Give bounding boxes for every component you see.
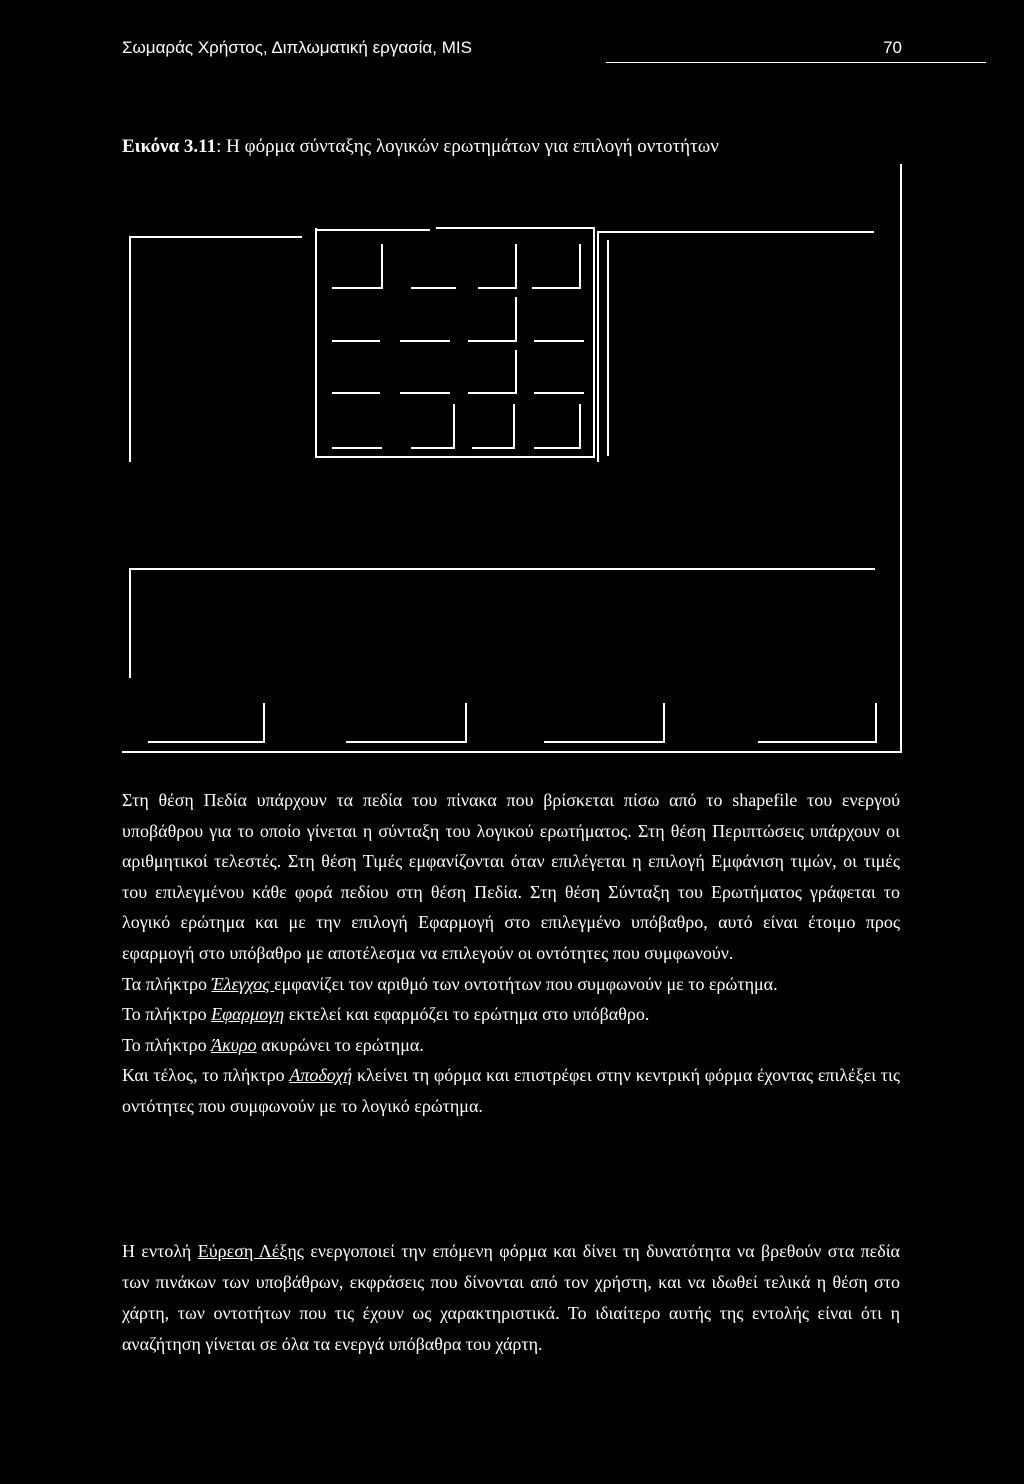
query-textarea-outline <box>130 569 875 678</box>
fields-panel-outline <box>130 237 302 462</box>
body-section-2 <box>122 1236 900 1360</box>
op-btn-1 <box>332 244 382 288</box>
figure-caption-label: Εικόνα 3.11 <box>122 136 217 157</box>
button-apply <box>346 703 466 742</box>
paragraph-find-word: Η εντολή Εύρεση Λέξης ενεργοποιεί την επόμενη φόρμα και δίνει τη δυνατότητα να βρεθούν στα πεδία των πινάκων των υποβάθρων, εκφράσεις που δίνονται από τον χρήστη, και να ιδωθεί τελικά η θέση στο χάρτη, των οντοτήτων που τις έχουν ως χαρακτηριστικά. Το ιδιαίτερο αυτής της εντολής είναι ότι η αναζήτηση γίνεται σε όλα τα ενεργά υπόβαθρα του χάρτη. <box>122 1241 900 1354</box>
button-accept <box>758 703 876 742</box>
paragraph-accept-button: Και τέλος, το πλήκτρο Αποδοχή κλείνει τη φόρμα και επιστρέφει στην κεντρική φόρμα έχοντας επιλέξει τις οντότητες που συμφωνούν με το λογικό ερώτημα. <box>122 1065 900 1116</box>
check-button-ref: Έλεγχος <box>211 973 275 994</box>
op-btn-4 <box>532 244 580 288</box>
paragraph-check-button: Τα πλήκτρο Έλεγχος εμφανίζει τον αριθμό των οντοτήτων που συμφωνούν με το ερώτημα. <box>122 973 778 994</box>
op-btn-3 <box>478 244 516 288</box>
paragraph-apply-button: Το πλήκτρο Εφαρμογη εκτελεί και εφαρμόζει το ερώτημα στο υπόβαθρο. <box>122 1004 650 1025</box>
find-word-command-ref: Εύρεση Λέξης <box>197 1241 304 1261</box>
cancel-button-ref: Άκυρο <box>211 1034 257 1055</box>
op-btn-11 <box>468 350 516 393</box>
page-number: 70 <box>883 38 902 57</box>
op-btn-7 <box>468 297 516 341</box>
values-panel-outline <box>598 232 874 462</box>
running-title: Σωμαράς Χρήστος, Διπλωματική εργασία, MIS <box>122 38 472 57</box>
op-btn-16 <box>534 404 580 448</box>
op-btn-14 <box>411 404 454 448</box>
button-cancel <box>544 703 664 742</box>
accept-button-ref: Αποδοχή <box>289 1065 353 1086</box>
op-btn-15 <box>472 404 514 448</box>
body-section-1 <box>122 785 900 1122</box>
figure-caption-text: : Η φόρμα σύνταξης λογικών ερωτημάτων για επιλογή οντοτήτων <box>216 136 719 157</box>
apply-button-ref: Εφαρμογη <box>211 1004 285 1025</box>
paragraph-cancel-button: Το πλήκτρο Άκυρο ακυρώνει το ερώτημα. <box>122 1034 424 1055</box>
button-check <box>148 703 264 742</box>
paragraph-fields-description: Στη θέση Πεδία υπάρχουν τα πεδία του πίνακα που βρίσκεται πίσω από το shapefile του ενεργού υποβάθρου για το οποίο γίνεται η σύνταξη του λογικού ερωτήματος. Στη θέση Περιπτώσεις υπάρχουν οι αριθμητικοί τελεστές. Στη θέση Τιμές εμφανίζονται όταν επιλέγεται η επιλογή Εμφάνιση τιμών, οι τιμές του επιλεγμένου κάθε φορά πεδίου στη θέση Πεδία. Στη θέση Σύνταξη του Ερωτήματος γράφεται το λογικό ερώτημα και με την επιλογή Εφαρμογή στο επιλεγμένο υπόβαθρο, αυτό είναι έτοιμο προς εφαρμογή στο υπόβαθρο με αποτέλεσμα να επιλεγούν οι οντότητες που συμφωνούν. <box>122 790 900 963</box>
